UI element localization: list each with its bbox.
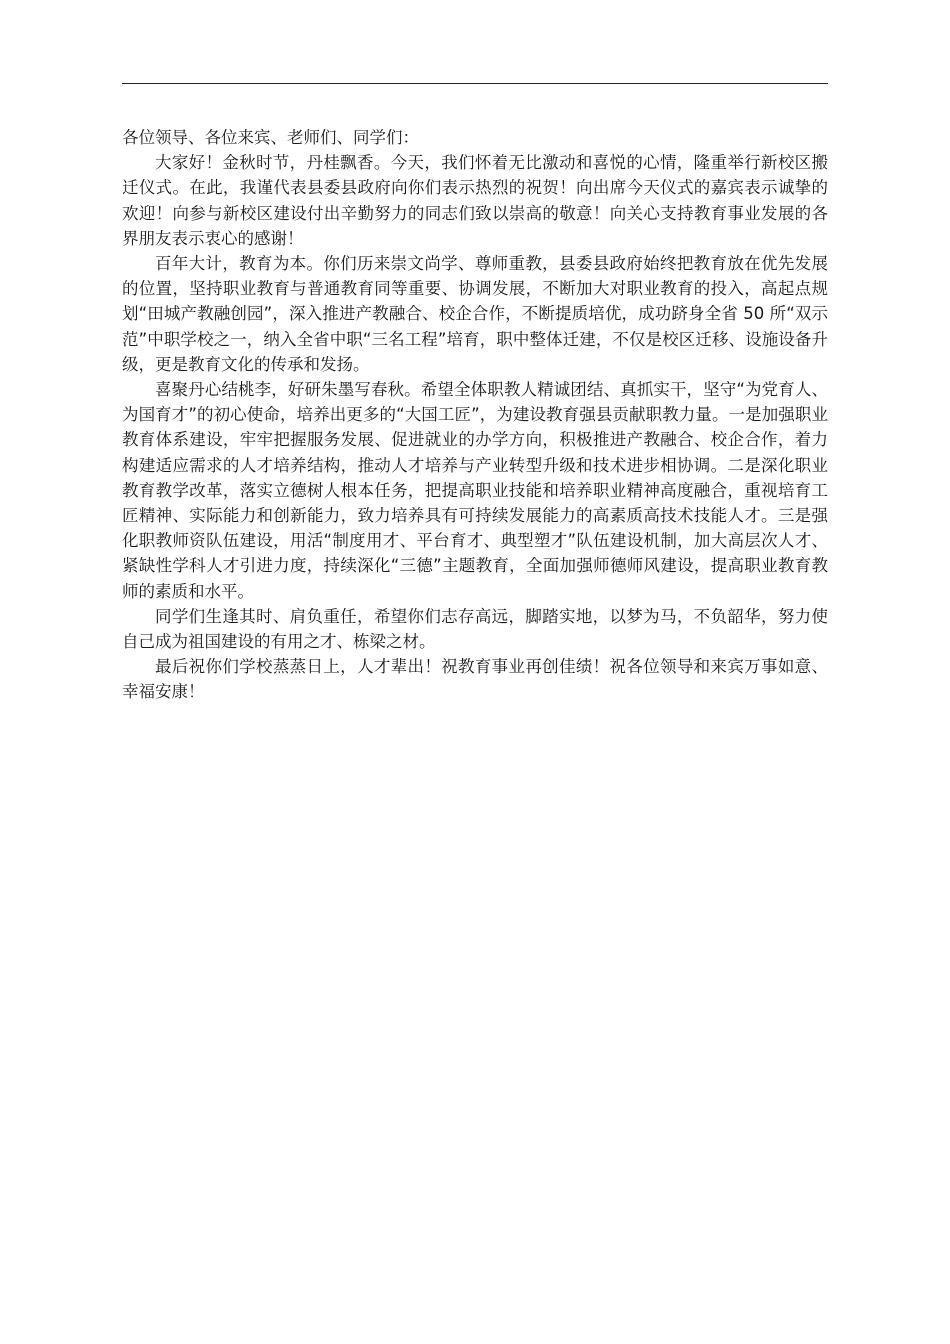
paragraph-greeting: 大家好！金秋时节，丹桂飘香。今天，我们怀着无比激动和喜悦的心情，隆重举行新校区搬迁仪式。在此，我谨代表县委县政府向你们表示热烈的祝贺！向出席今天仪式的嘉宾表示诚挚的欢迎！向参与新校区建设付出辛勤努力的同志们致以崇高的敬意！向关心支持教育事业发展的各界朋友表示衷心的感谢！: [122, 153, 828, 248]
paragraph-education-priority: 百年大计，教育为本。你们历来崇文尚学、尊师重教，县委县政府始终把教育放在优先发展的位置，坚持职业教育与普通教育同等重要、协调发展，不断加大对职业教育的投入，高起点规划“田城产教融创园”，深入推进产教融合、校企合作，不断提质培优，成功跻身全省 50 所“双示范”中职学校之一，纳入全省中职“三名工程”培育，职中整体迁建，不仅是校区迁移、设施设备升级，更是教育文化的传承和发扬。: [122, 254, 828, 374]
header-divider: [122, 83, 828, 84]
paragraph-students: 同学们生逢其时、肩负重任，希望你们志存高远，脚踏实地，以梦为马，不负韶华，努力使自己成为祖国建设的有用之才、栋梁之材。: [122, 606, 828, 652]
paragraph-closing-wishes: 最后祝你们学校蒸蒸日上，人才辈出！祝教育事业再创佳绩！祝各位领导和来宾万事如意、幸福安康！: [122, 657, 828, 702]
paragraph-expectations: 喜聚丹心结桃李，好研朱墨写春秋。希望全体职教人精诚团结、真抓实干，坚守“为党育人、为国育才”的初心使命，培养出更多的“大国工匠”，为建设教育强县贡献职教力量。一是加强职业教育体系建设，牢牢把握服务发展、促进就业的办学方向，积极推进产教融合、校企合作，着力构建适应需求的人才培养结构，推动人才培养与产业转型升级和技术进步相协调。二是深化职业教育教学改革，落实立德树人根本任务，把提高职业技能和培养职业精神高度融合，重视培育工匠精神、实际能力和创新能力，致力培养具有可持续发展能力的高素质高技术技能人才。三是强化职教师资队伍建设，用活“制度用才、平台育才、典型塑才”队伍建设机制，加大高层次人才、紧缺性学科人才引进力度，持续深化“三德”主题教育，全面加强师德师风建设，提高职业教育教师的素质和水平。: [122, 380, 828, 601]
speech-body: [122, 125, 828, 705]
salutation: 各位领导、各位来宾、老师们、同学们：: [122, 128, 419, 147]
